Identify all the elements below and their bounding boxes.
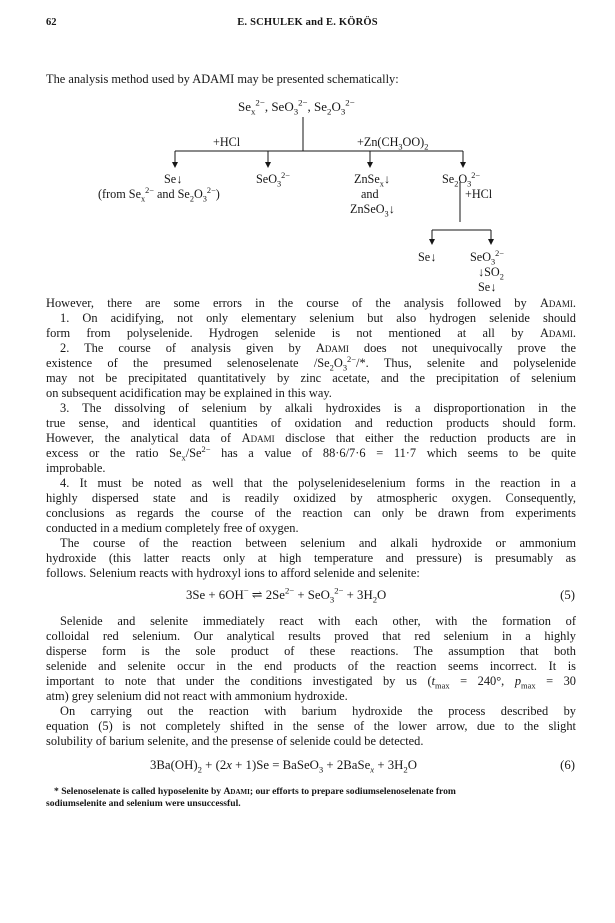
scheme-product-znseo3: ZnSeO$_3$↓ bbox=[350, 202, 395, 219]
body-line-19: follows. Selenium reacts with hydroxyl ions to afford selenide and selenite: bbox=[46, 566, 420, 580]
scheme-product-and: and bbox=[361, 187, 379, 201]
body-line-5: existence of the presumed selenoselenate $/Se_2O_3^{2-}/*$. Thus, selenite and polyselenide bbox=[46, 353, 576, 373]
scheme-lines bbox=[0, 0, 615, 300]
equation-5: 3Se + 6OH− ⇌ $2Se^{2-} + SeO_3^{2-} + 3H_2O$ bbox=[186, 585, 387, 605]
scheme-sub-selenite: SeO$_3^{2-}$ bbox=[470, 248, 504, 267]
scheme-product-se: Se↓ bbox=[164, 172, 183, 186]
intro-sentence: The analysis method used by ADAMI may be presented schematically: bbox=[46, 72, 399, 86]
body2-line-9: solubility of barium selenite, and the presense of selenide could be detected. bbox=[46, 734, 424, 748]
body-line-9: true sense, and identical quantities of oxidation and reduction products should form. bbox=[46, 416, 576, 430]
body-line-10: However, the analytical data of Adami disclose that either the reduction products are in bbox=[46, 431, 576, 445]
body-line-15: conclusions as regards the course of the reaction can only be drawn from experiments bbox=[46, 506, 576, 520]
body-line-4: 2. The course of analysis given by Adami does not unequivocally prove the bbox=[60, 341, 576, 355]
equation-6-number: (6) bbox=[560, 758, 575, 772]
scheme-sub-so2: $↓SO_2$ bbox=[478, 265, 504, 282]
body2-line-6: atm) grey selenium did not react with ammonium hydroxide. bbox=[46, 689, 348, 703]
body-line-17: The course of the reaction between selenium and alkali hydroxide or ammonium bbox=[60, 536, 576, 550]
body2-line-1: Selenide and selenite immediately react with each other, with the formation of bbox=[60, 614, 576, 628]
body-line-2: 1. On acidifying, not only elementary selenium but also hydrogen selenide should bbox=[60, 311, 576, 325]
footnote-line-2: sodiumselenite and selenium were unsuccessful. bbox=[46, 798, 241, 809]
scheme-product-se-origin: (from $Se_x^{2-}$ and $Se_2O_3^{2-}$) bbox=[98, 185, 220, 204]
equation-5-number: (5) bbox=[560, 588, 575, 602]
equation-6: $3Ba(OH)_2 + (2x + 1)Se$ = BaSeO$_3$ + 2BaSe$_x$ + $3H_2O$ bbox=[150, 758, 417, 775]
page-number: 62 bbox=[46, 17, 57, 28]
body2-line-4: selenide and selenite occur in the end products of the reaction seems incorrect. It is bbox=[46, 659, 576, 673]
body2-line-3: disperse form is the sole product of these reactions. The assumption that both bbox=[46, 644, 576, 658]
body2-line-5: important to note that under the conditions investigated by us ($t_{max} = 240^\circ$, $p_{max} = 30$ bbox=[46, 674, 577, 691]
body-line-18: hydroxide (this latter reacts only at high temperature and pressure) is presumably as bbox=[46, 551, 576, 565]
scheme-product-selenite: SeO$_3^{2-}$ bbox=[256, 170, 290, 189]
body-line-8: 3. The dissolving of selenium by alkali hydroxides is a disproportionation in the bbox=[60, 401, 576, 415]
scheme-branch-reagent-hcl: +HCl bbox=[465, 187, 493, 201]
body2-line-8: equation (5) is not completely shifted in the sense of the lower arrow, due to the slight bbox=[46, 719, 576, 733]
scheme-product-selenoselenate: $Se_2O_3^{2-}$ bbox=[442, 170, 481, 189]
scheme-top-species: $Se_x^{2-}$, SeO$_3^{2-}$, $Se_2O_3^{2-}$ bbox=[238, 97, 355, 117]
body-line-14: highly dispersed state and is readily oxidized by atmospheric oxygen. Consequently, bbox=[46, 491, 576, 505]
body-line-3: form from polyselenide. Hydrogen selenide is not mentioned at all by Adami. bbox=[46, 326, 576, 340]
body2-line-2: colloidal red selenium. Our analytical results proved that red selenium in a highly bbox=[46, 629, 576, 643]
scheme-sub-se: Se↓ bbox=[418, 250, 437, 264]
scheme-product-znsex: ZnSe$_x$↓ bbox=[354, 172, 390, 189]
scheme-reagent-zinc-acetate: $+Zn(CH_3OO)_2$ bbox=[357, 135, 429, 152]
footnote-line-1: * Selenoselenate is called hyposelenite by Adami; our efforts to prepare sodiumselenoselenate from bbox=[54, 786, 456, 797]
scheme-sub-se-final: Se↓ bbox=[478, 280, 497, 294]
scheme-reagent-hcl: +HCl bbox=[213, 135, 241, 149]
body2-line-7: On carrying out the reaction with barium hydroxide the process described by bbox=[60, 704, 576, 718]
running-header-authors: E. SCHULEK and E. KÖRÖS bbox=[237, 17, 378, 28]
body-line-7: on subsequent acidification may be explained in this way. bbox=[46, 386, 332, 400]
body-line-11: excess or the ratio $Se_x/Se^{2-}$ has a value of 88·6/7·6 = 11·7 which seems to be quite bbox=[46, 443, 576, 463]
body-line-13: 4. It must be noted as well that the polyselenideselenium forms in the reaction in a bbox=[60, 476, 576, 490]
body-line-1: However, there are some errors in the course of the analysis followed by Adami. bbox=[46, 296, 576, 310]
body-line-6: may not be precipitated quantitatively by zinc acetate, and the precipitation of selenium bbox=[46, 371, 576, 385]
body-line-16: conducted in a medium completely free of oxygen. bbox=[46, 521, 299, 535]
body-line-12: improbable. bbox=[46, 461, 106, 475]
